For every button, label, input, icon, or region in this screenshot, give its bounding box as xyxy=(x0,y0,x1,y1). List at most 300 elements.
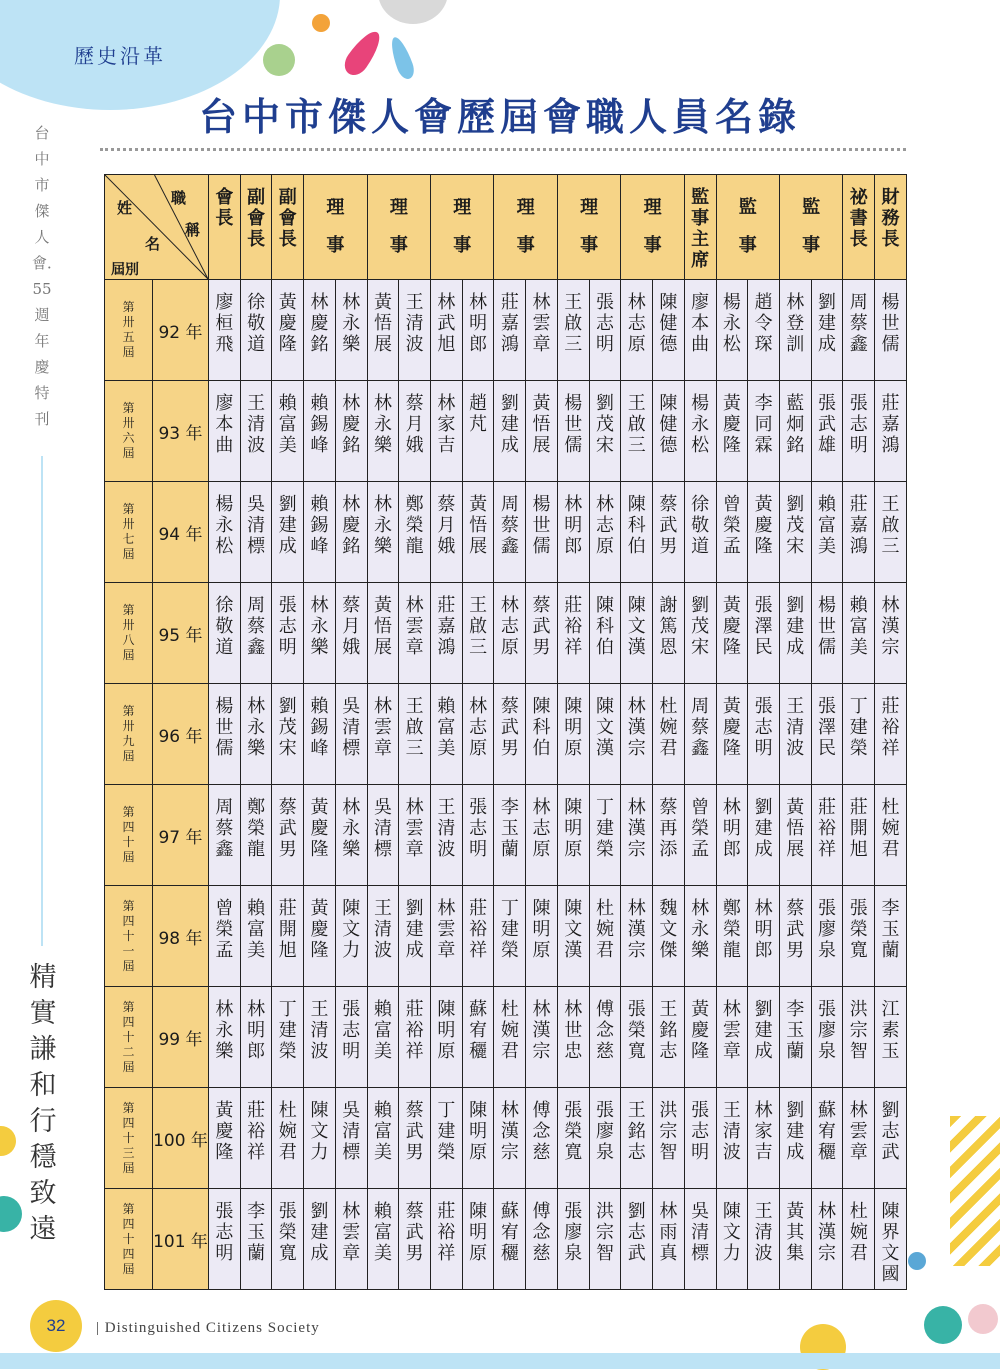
officer-name: 蔡武男 xyxy=(500,696,519,759)
officer-name: 洪宗智 xyxy=(849,999,868,1062)
name-cell xyxy=(843,785,875,886)
role-header xyxy=(304,175,367,280)
name-cell xyxy=(748,583,780,684)
name-cell xyxy=(431,785,463,886)
name-cell xyxy=(462,1088,494,1189)
officer-name: 林永樂 xyxy=(691,898,710,961)
officer-name: 莊裕祥 xyxy=(469,898,488,961)
officer-name: 黃慶隆 xyxy=(754,494,773,557)
year-cell: 94 年 xyxy=(153,482,209,583)
officer-name: 陳文漢 xyxy=(564,898,583,961)
officer-name: 劉茂宋 xyxy=(595,393,614,456)
name-cell xyxy=(526,482,558,583)
name-cell xyxy=(494,987,526,1088)
name-cell xyxy=(557,987,589,1088)
officer-name: 曾榮孟 xyxy=(215,898,234,961)
officer-name: 劉建成 xyxy=(278,494,297,557)
officer-name: 林永樂 xyxy=(342,797,361,860)
officer-name: 莊裕祥 xyxy=(564,595,583,658)
decor-petal-pink xyxy=(340,26,387,80)
officer-name: 劉建成 xyxy=(754,797,773,860)
decor-petal-blue xyxy=(387,35,417,82)
table-row xyxy=(105,482,907,583)
officer-name: 傅念慈 xyxy=(532,1100,551,1163)
name-cell xyxy=(431,886,463,987)
officer-name: 林漢宗 xyxy=(818,1201,837,1264)
officer-name: 黃慶隆 xyxy=(722,595,741,658)
officer-name: 陳明原 xyxy=(437,999,456,1062)
officer-name: 黃慶隆 xyxy=(278,292,297,355)
name-cell xyxy=(748,381,780,482)
officer-name: 林明郎 xyxy=(722,797,741,860)
name-cell xyxy=(367,583,399,684)
officer-name: 莊裕祥 xyxy=(247,1100,266,1163)
name-cell xyxy=(399,886,431,987)
officer-name: 林志原 xyxy=(469,696,488,759)
name-cell xyxy=(843,280,875,381)
officer-name: 廖本曲 xyxy=(215,393,234,456)
table-row xyxy=(105,381,907,482)
name-cell xyxy=(272,583,304,684)
name-cell xyxy=(462,684,494,785)
term-cell xyxy=(105,987,153,1088)
name-cell xyxy=(304,280,336,381)
officer-name: 張志明 xyxy=(342,999,361,1062)
officer-name: 蔡武男 xyxy=(405,1100,424,1163)
year-cell: 98 年 xyxy=(153,886,209,987)
officer-name: 賴富美 xyxy=(373,1100,392,1163)
role-header-label: 理事 xyxy=(453,197,472,256)
name-cell xyxy=(716,482,748,583)
role-header xyxy=(240,175,272,280)
term-label: 第卅七屆 xyxy=(122,502,135,561)
name-cell xyxy=(399,280,431,381)
name-cell xyxy=(811,482,843,583)
officer-name: 林登訓 xyxy=(786,292,805,355)
officer-name: 莊裕祥 xyxy=(405,999,424,1062)
officer-name: 賴富美 xyxy=(849,595,868,658)
side-publication-title: 台中市傑人會．55週年慶特刊 xyxy=(32,124,63,428)
officer-name: 陳文力 xyxy=(342,898,361,961)
officer-name: 賴富美 xyxy=(278,393,297,456)
name-cell xyxy=(589,684,621,785)
role-header-label: 理事 xyxy=(643,197,662,256)
officer-name: 林家吉 xyxy=(754,1100,773,1163)
officer-name: 林世忠 xyxy=(564,999,583,1062)
officer-name: 林雲章 xyxy=(437,898,456,961)
name-cell xyxy=(621,1189,653,1290)
role-header-label: 祕書長 xyxy=(849,187,868,250)
name-cell xyxy=(304,482,336,583)
name-cell xyxy=(367,280,399,381)
name-cell xyxy=(209,987,241,1088)
officer-name: 林雲章 xyxy=(405,595,424,658)
officer-name: 張廖泉 xyxy=(818,898,837,961)
officer-name: 黃其集 xyxy=(786,1201,805,1264)
term-cell xyxy=(105,1088,153,1189)
officer-name: 蔡月娥 xyxy=(437,494,456,557)
officer-name: 張志明 xyxy=(754,696,773,759)
officer-name: 丁建榮 xyxy=(595,797,614,860)
name-cell xyxy=(557,886,589,987)
name-cell xyxy=(557,280,589,381)
officer-name: 林雲章 xyxy=(405,797,424,860)
officer-name: 林漢宗 xyxy=(627,696,646,759)
name-cell xyxy=(557,684,589,785)
officer-name: 蔡月娥 xyxy=(405,393,424,456)
decor-circle-grey xyxy=(378,0,448,24)
table-row xyxy=(105,684,907,785)
name-cell xyxy=(811,684,843,785)
officer-name: 林雲章 xyxy=(722,999,741,1062)
officer-name: 劉建成 xyxy=(786,1100,805,1163)
name-cell xyxy=(653,1088,685,1189)
officer-name: 賴富美 xyxy=(818,494,837,557)
name-cell xyxy=(684,583,716,684)
officer-name: 林永樂 xyxy=(310,595,329,658)
officer-name: 張澤民 xyxy=(754,595,773,658)
name-cell xyxy=(304,1088,336,1189)
year-cell: 100 年 xyxy=(153,1088,209,1189)
name-cell xyxy=(494,583,526,684)
name-cell xyxy=(875,482,907,583)
officer-name: 李玉蘭 xyxy=(881,898,900,961)
officer-name: 蔡武男 xyxy=(532,595,551,658)
officer-name: 林雲章 xyxy=(532,292,551,355)
officer-name: 林雲章 xyxy=(342,1201,361,1264)
officer-name: 賴富美 xyxy=(373,999,392,1062)
officer-name: 林漢宗 xyxy=(532,999,551,1062)
name-cell xyxy=(399,1088,431,1189)
role-header xyxy=(272,175,304,280)
officer-name: 杜婉君 xyxy=(278,1100,297,1163)
decor-stripes-yellow xyxy=(950,1116,1000,1266)
name-cell xyxy=(843,886,875,987)
officer-name: 張志明 xyxy=(278,595,297,658)
name-cell xyxy=(716,583,748,684)
officer-name: 蔡武男 xyxy=(405,1201,424,1264)
term-cell xyxy=(105,583,153,684)
officer-name: 張榮寬 xyxy=(849,898,868,961)
name-cell xyxy=(272,785,304,886)
officer-name: 張志明 xyxy=(691,1100,710,1163)
corner-label-name: 名 xyxy=(145,235,161,253)
name-cell xyxy=(367,785,399,886)
officer-name: 王銘志 xyxy=(627,1100,646,1163)
name-cell xyxy=(494,381,526,482)
officer-name: 張榮寬 xyxy=(278,1201,297,1264)
year-cell: 99 年 xyxy=(153,987,209,1088)
name-cell xyxy=(209,583,241,684)
name-cell xyxy=(462,886,494,987)
corner-label-position: 職 xyxy=(171,189,187,207)
name-cell xyxy=(240,280,272,381)
name-cell xyxy=(589,987,621,1088)
officer-name: 蘇宥穲 xyxy=(500,1201,519,1264)
name-cell xyxy=(716,280,748,381)
name-cell xyxy=(684,987,716,1088)
officer-name: 王啟三 xyxy=(469,595,488,658)
officer-name: 陳科伯 xyxy=(532,696,551,759)
officer-name: 陳文漢 xyxy=(627,595,646,658)
name-cell xyxy=(494,1189,526,1290)
table-row xyxy=(105,280,907,381)
officer-name: 楊永松 xyxy=(722,292,741,355)
corner-label-title: 稱 xyxy=(185,221,201,239)
name-cell xyxy=(431,482,463,583)
officer-name: 王清波 xyxy=(722,1100,741,1163)
name-cell xyxy=(240,583,272,684)
officer-name: 林永樂 xyxy=(373,494,392,557)
name-cell xyxy=(494,1088,526,1189)
officer-name: 王清波 xyxy=(247,393,266,456)
officer-name: 楊世儒 xyxy=(532,494,551,557)
officer-name: 張志明 xyxy=(469,797,488,860)
officer-name: 陳科伯 xyxy=(595,595,614,658)
officer-name: 洪宗智 xyxy=(595,1201,614,1264)
name-cell xyxy=(240,886,272,987)
name-cell xyxy=(779,785,811,886)
name-cell xyxy=(399,785,431,886)
officer-name: 劉建成 xyxy=(786,595,805,658)
officer-name: 徐敬道 xyxy=(247,292,266,355)
name-cell xyxy=(399,482,431,583)
term-cell xyxy=(105,1189,153,1290)
officer-name: 杜婉君 xyxy=(849,1201,868,1264)
officer-name: 洪宗智 xyxy=(659,1100,678,1163)
officer-name: 黃悟展 xyxy=(373,595,392,658)
term-label: 第四十屆 xyxy=(122,805,135,864)
name-cell xyxy=(589,381,621,482)
name-cell xyxy=(779,482,811,583)
officer-name: 趙令琛 xyxy=(754,292,773,355)
name-cell xyxy=(811,987,843,1088)
officer-name: 黃慶隆 xyxy=(722,393,741,456)
table-row xyxy=(105,785,907,886)
name-cell xyxy=(240,987,272,1088)
name-cell xyxy=(621,785,653,886)
name-cell xyxy=(399,684,431,785)
name-cell xyxy=(843,987,875,1088)
officer-name: 蘇宥穲 xyxy=(818,1100,837,1163)
officer-name: 陳明原 xyxy=(532,898,551,961)
decor-circle-teal-left xyxy=(0,1196,22,1232)
officer-name: 張廖泉 xyxy=(818,999,837,1062)
officer-name: 林志原 xyxy=(595,494,614,557)
name-cell xyxy=(431,583,463,684)
name-cell xyxy=(399,987,431,1088)
name-cell xyxy=(589,1088,621,1189)
name-cell xyxy=(526,785,558,886)
officer-name: 丁建榮 xyxy=(278,999,297,1062)
name-cell xyxy=(240,381,272,482)
name-cell xyxy=(811,886,843,987)
name-cell xyxy=(653,987,685,1088)
officer-name: 林家吉 xyxy=(437,393,456,456)
officer-name: 莊裕祥 xyxy=(818,797,837,860)
name-cell xyxy=(209,280,241,381)
officer-name: 黃悟展 xyxy=(373,292,392,355)
officer-name: 陳界文國 xyxy=(881,1201,900,1285)
officer-name: 陳健德 xyxy=(659,292,678,355)
officer-name: 王清波 xyxy=(405,292,424,355)
name-cell xyxy=(875,987,907,1088)
name-cell xyxy=(621,684,653,785)
role-header-label: 理事 xyxy=(516,197,535,256)
name-cell xyxy=(335,1088,367,1189)
officer-name: 王清波 xyxy=(786,696,805,759)
officer-name: 丁建榮 xyxy=(500,898,519,961)
officer-name: 黃悟展 xyxy=(469,494,488,557)
officer-name: 林雲章 xyxy=(849,1100,868,1163)
name-cell xyxy=(335,280,367,381)
name-cell xyxy=(843,381,875,482)
decor-circle-orange xyxy=(312,14,330,32)
officer-name: 劉建成 xyxy=(310,1201,329,1264)
name-cell xyxy=(748,1189,780,1290)
officer-name: 藍炯銘 xyxy=(786,393,805,456)
role-header-label: 財務長 xyxy=(881,187,900,250)
officer-name: 陳健德 xyxy=(659,393,678,456)
officer-name: 黃悟展 xyxy=(532,393,551,456)
officer-name: 賴富美 xyxy=(437,696,456,759)
name-cell xyxy=(779,280,811,381)
name-cell xyxy=(462,482,494,583)
officer-name: 劉建成 xyxy=(818,292,837,355)
name-cell xyxy=(526,684,558,785)
officer-name: 林漢宗 xyxy=(627,898,646,961)
officer-name: 杜婉君 xyxy=(500,999,519,1062)
officer-roster-table xyxy=(104,174,907,1290)
name-cell xyxy=(557,785,589,886)
officer-name: 曾榮孟 xyxy=(691,797,710,860)
term-cell xyxy=(105,684,153,785)
officer-name: 蔡武男 xyxy=(786,898,805,961)
officer-name: 王啟三 xyxy=(564,292,583,355)
year-cell: 93 年 xyxy=(153,381,209,482)
name-cell xyxy=(589,1189,621,1290)
officer-name: 林慶銘 xyxy=(342,393,361,456)
name-cell xyxy=(526,1189,558,1290)
name-cell xyxy=(875,583,907,684)
name-cell xyxy=(367,886,399,987)
officer-name: 張武雄 xyxy=(818,393,837,456)
name-cell xyxy=(526,583,558,684)
side-motto: 精實謙和 行穩致遠 xyxy=(29,962,57,1245)
officer-name: 林志原 xyxy=(627,292,646,355)
officer-name: 蔡武男 xyxy=(278,797,297,860)
officer-name: 陳明原 xyxy=(469,1201,488,1264)
name-cell xyxy=(684,1088,716,1189)
officer-name: 劉茂宋 xyxy=(278,696,297,759)
name-cell xyxy=(653,886,685,987)
officer-name: 曾榮孟 xyxy=(722,494,741,557)
role-header xyxy=(684,175,716,280)
officer-name: 丁建榮 xyxy=(849,696,868,759)
officer-name: 莊嘉鴻 xyxy=(849,494,868,557)
term-cell xyxy=(105,280,153,381)
name-cell xyxy=(557,482,589,583)
name-cell xyxy=(684,381,716,482)
name-cell xyxy=(272,280,304,381)
name-cell xyxy=(272,1189,304,1290)
name-cell xyxy=(304,886,336,987)
officer-name: 吳清標 xyxy=(342,1100,361,1163)
officer-name: 林明郎 xyxy=(754,898,773,961)
officer-name: 林雨真 xyxy=(659,1201,678,1264)
name-cell xyxy=(875,381,907,482)
officer-name: 杜婉君 xyxy=(659,696,678,759)
name-cell xyxy=(653,482,685,583)
officer-name: 王清波 xyxy=(310,999,329,1062)
officer-name: 張榮寬 xyxy=(564,1100,583,1163)
name-cell xyxy=(526,280,558,381)
officer-name: 張廖泉 xyxy=(595,1100,614,1163)
name-cell xyxy=(240,1189,272,1290)
officer-name: 李玉蘭 xyxy=(786,999,805,1062)
officer-name: 蘇宥穲 xyxy=(469,999,488,1062)
table-row xyxy=(105,583,907,684)
officer-name: 陳文力 xyxy=(310,1100,329,1163)
name-cell xyxy=(748,987,780,1088)
name-cell xyxy=(621,987,653,1088)
name-cell xyxy=(335,684,367,785)
role-header xyxy=(209,175,241,280)
year-cell: 96 年 xyxy=(153,684,209,785)
officer-name: 楊世儒 xyxy=(818,595,837,658)
name-cell xyxy=(716,381,748,482)
table-header-row xyxy=(105,175,907,280)
name-cell xyxy=(557,381,589,482)
officer-name: 黃慶隆 xyxy=(722,696,741,759)
officer-name: 黃慶隆 xyxy=(215,1100,234,1163)
footer-bar xyxy=(0,1353,1000,1369)
name-cell xyxy=(748,684,780,785)
name-cell xyxy=(462,583,494,684)
officer-name: 王啟三 xyxy=(405,696,424,759)
name-cell xyxy=(431,684,463,785)
officer-name: 李玉蘭 xyxy=(500,797,519,860)
name-cell xyxy=(653,684,685,785)
term-label: 第卅五屆 xyxy=(122,300,135,359)
name-cell xyxy=(621,280,653,381)
name-cell xyxy=(653,1189,685,1290)
officer-name: 吳清標 xyxy=(691,1201,710,1264)
name-cell xyxy=(779,886,811,987)
name-cell xyxy=(399,583,431,684)
section-tag: 歷史沿革 xyxy=(74,44,166,68)
name-cell xyxy=(367,381,399,482)
officer-name: 王清波 xyxy=(754,1201,773,1264)
officer-name: 吳清標 xyxy=(373,797,392,860)
name-cell xyxy=(209,1189,241,1290)
name-cell xyxy=(557,583,589,684)
name-cell xyxy=(494,886,526,987)
name-cell xyxy=(779,381,811,482)
year-cell: 101 年 xyxy=(153,1189,209,1290)
officer-name: 林武旭 xyxy=(437,292,456,355)
name-cell xyxy=(462,280,494,381)
officer-name: 吳清標 xyxy=(342,696,361,759)
name-cell xyxy=(843,482,875,583)
name-cell xyxy=(748,280,780,381)
name-cell xyxy=(335,583,367,684)
officer-name: 莊裕祥 xyxy=(881,696,900,759)
role-header xyxy=(779,175,842,280)
officer-name: 黃慶隆 xyxy=(310,898,329,961)
name-cell xyxy=(209,381,241,482)
name-cell xyxy=(304,583,336,684)
